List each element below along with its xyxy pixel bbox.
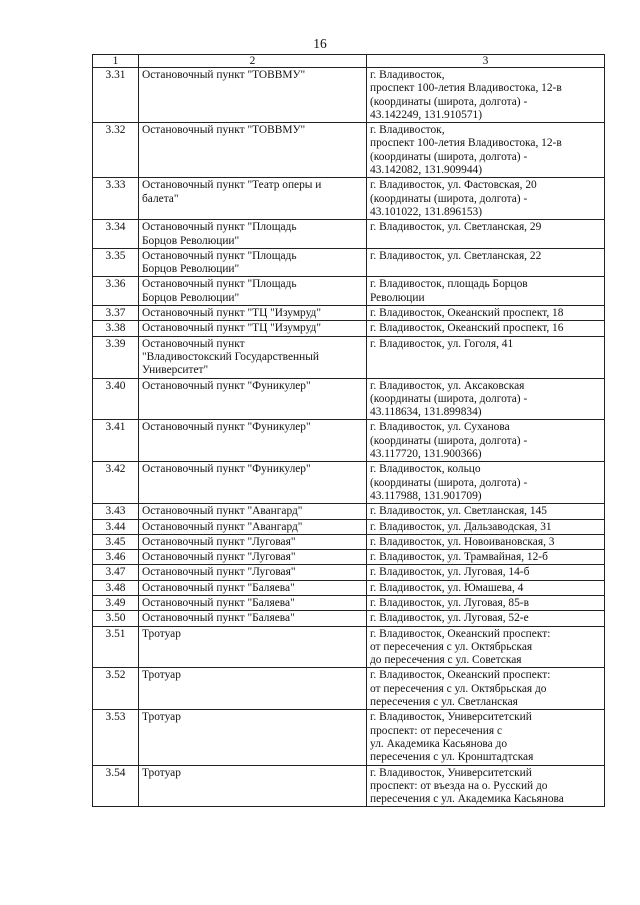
address-line: проспект 100-летия Владивостока, 12-в bbox=[370, 82, 562, 95]
object-name-cell bbox=[139, 277, 367, 306]
object-name-cell bbox=[139, 68, 367, 123]
object-name-cell bbox=[139, 550, 367, 565]
address-line: г. Владивосток, ул. Аксаковская bbox=[370, 379, 525, 392]
object-name-line: Борцов Революции" bbox=[142, 263, 240, 276]
table-row bbox=[93, 504, 605, 519]
table-row bbox=[93, 668, 605, 710]
address-cell bbox=[367, 248, 605, 277]
address-line: г. Владивосток, ул. Светланская, 29 bbox=[370, 221, 542, 234]
row-number: 3.41 bbox=[93, 420, 139, 462]
row-number: 3.46 bbox=[93, 550, 139, 565]
table-body bbox=[93, 68, 605, 807]
address-cell bbox=[367, 765, 605, 807]
address-line: г. Владивосток, ул. Гоголя, 41 bbox=[370, 337, 514, 350]
object-name-cell bbox=[139, 595, 367, 610]
address-cell bbox=[367, 565, 605, 580]
address-cell bbox=[367, 378, 605, 420]
table-row bbox=[93, 611, 605, 626]
address-cell bbox=[367, 277, 605, 306]
object-name-line: Остановочный пункт "Баляева" bbox=[142, 596, 295, 609]
object-name-cell bbox=[139, 248, 367, 277]
row-number: 3.49 bbox=[93, 595, 139, 610]
object-name-line: Тротуар bbox=[142, 711, 181, 724]
row-number: 3.45 bbox=[93, 534, 139, 549]
object-name-line: Остановочный пункт "Баляева" bbox=[142, 612, 295, 625]
address-line: пересечения с ул. Светланская bbox=[370, 696, 518, 709]
table-row bbox=[93, 248, 605, 277]
object-name-line: Остановочный пункт "Фуникулер" bbox=[142, 379, 311, 392]
table-row bbox=[93, 336, 605, 378]
address-line: г. Владивосток, Университетский bbox=[370, 711, 532, 724]
row-number: 3.47 bbox=[93, 565, 139, 580]
column-header: 2 bbox=[139, 55, 367, 68]
address-line: 43.101022, 131.896153) bbox=[370, 205, 483, 218]
table-header-row bbox=[93, 55, 605, 68]
column-header: 3 bbox=[367, 55, 605, 68]
row-number: 3.39 bbox=[93, 336, 139, 378]
address-line: г. Владивосток, кольцо bbox=[370, 463, 481, 476]
address-cell bbox=[367, 68, 605, 123]
address-line: г. Владивосток, площадь Борцов bbox=[370, 278, 528, 291]
table-row bbox=[93, 277, 605, 306]
address-line: г. Владивосток, ул. Луговая, 85-в bbox=[370, 596, 529, 609]
object-name-line: Тротуар bbox=[142, 766, 181, 779]
address-cell bbox=[367, 626, 605, 668]
object-name-line: Остановочный пункт "Авангард" bbox=[142, 520, 303, 533]
address-line: г. Владивосток, ул. Светланская, 145 bbox=[370, 505, 547, 518]
object-name-line: Остановочный пункт "Луговая" bbox=[142, 551, 296, 564]
address-line: Революции bbox=[370, 291, 425, 304]
object-name-cell bbox=[139, 519, 367, 534]
address-line: 43.117720, 131.900366) bbox=[370, 448, 482, 461]
address-line: проспект: от въезда на о. Русский до bbox=[370, 779, 548, 792]
table-row bbox=[93, 378, 605, 420]
object-name-line: "Владивостокский Государственный bbox=[142, 350, 319, 363]
row-number: 3.51 bbox=[93, 626, 139, 668]
table-row bbox=[93, 321, 605, 336]
object-name-cell bbox=[139, 378, 367, 420]
table-row bbox=[93, 462, 605, 504]
address-cell bbox=[367, 504, 605, 519]
object-name-cell bbox=[139, 534, 367, 549]
table-row bbox=[93, 220, 605, 249]
object-name-cell bbox=[139, 336, 367, 378]
table-row bbox=[93, 178, 605, 220]
address-line: г. Владивосток, ул. Трамвайная, 12-б bbox=[370, 551, 548, 564]
row-number: 3.36 bbox=[93, 277, 139, 306]
address-cell bbox=[367, 611, 605, 626]
object-name-cell bbox=[139, 765, 367, 807]
object-name-cell bbox=[139, 565, 367, 580]
address-line: от пересечения с ул. Октябрьская до bbox=[370, 682, 547, 695]
table-row bbox=[93, 565, 605, 580]
object-name-cell bbox=[139, 420, 367, 462]
object-name-cell bbox=[139, 710, 367, 765]
address-cell bbox=[367, 710, 605, 765]
object-name-line: Остановочный пункт "Площадь bbox=[142, 278, 297, 291]
table-row bbox=[93, 68, 605, 123]
address-line: (координаты (широта, долгота) - bbox=[370, 392, 528, 405]
object-name-cell bbox=[139, 321, 367, 336]
object-name-line: Остановочный пункт "Фуникулер" bbox=[142, 463, 311, 476]
address-line: г. Владивосток, Университетский bbox=[370, 766, 532, 779]
object-name-line: Остановочный пункт bbox=[142, 337, 245, 350]
column-header: 1 bbox=[93, 55, 139, 68]
address-line: проспект 100-летия Владивостока, 12-в bbox=[370, 137, 562, 150]
object-name-line: Университет" bbox=[142, 364, 209, 377]
address-cell bbox=[367, 336, 605, 378]
address-cell bbox=[367, 321, 605, 336]
address-line: г. Владивосток, ул. Луговая, 14-б bbox=[370, 566, 530, 579]
address-line: г. Владивосток, Океанский проспект: bbox=[370, 669, 551, 682]
address-cell bbox=[367, 420, 605, 462]
table-row bbox=[93, 420, 605, 462]
address-cell bbox=[367, 178, 605, 220]
address-cell bbox=[367, 534, 605, 549]
object-name-line: Борцов Революции" bbox=[142, 234, 240, 247]
row-number: 3.34 bbox=[93, 220, 139, 249]
table-row bbox=[93, 765, 605, 807]
address-line: г. Владивосток, ул. Новоивановская, 3 bbox=[370, 535, 555, 548]
address-cell bbox=[367, 306, 605, 321]
address-line: г. Владивосток, bbox=[370, 124, 445, 137]
row-number: 3.53 bbox=[93, 710, 139, 765]
address-line: г. Владивосток, ул. Светланская, 22 bbox=[370, 249, 542, 262]
document-table bbox=[92, 54, 605, 807]
table-row bbox=[93, 626, 605, 668]
row-number: 3.54 bbox=[93, 765, 139, 807]
object-name-line: балета" bbox=[142, 192, 179, 205]
address-line: г. Владивосток, Океанский проспект: bbox=[370, 627, 551, 640]
address-line: от пересечения с ул. Октябрьская bbox=[370, 640, 533, 653]
address-line: пересечения с ул. Академика Касьянова bbox=[370, 793, 564, 806]
address-cell bbox=[367, 462, 605, 504]
address-line: (координаты (широта, долгота) - bbox=[370, 476, 528, 489]
row-number: 3.52 bbox=[93, 668, 139, 710]
row-number: 3.32 bbox=[93, 123, 139, 178]
address-line: г. Владивосток, Океанский проспект, 18 bbox=[370, 307, 564, 320]
address-cell bbox=[367, 550, 605, 565]
row-number: 3.37 bbox=[93, 306, 139, 321]
object-name-line: Тротуар bbox=[142, 669, 181, 682]
object-name-cell bbox=[139, 668, 367, 710]
row-number: 3.50 bbox=[93, 611, 139, 626]
address-line: г. Владивосток, ул. Луговая, 52-е bbox=[370, 612, 529, 625]
address-line: пересечения с ул. Кронштадтская bbox=[370, 751, 534, 764]
table-row bbox=[93, 534, 605, 549]
address-cell bbox=[367, 123, 605, 178]
row-number: 3.35 bbox=[93, 248, 139, 277]
row-number: 3.44 bbox=[93, 519, 139, 534]
object-name-cell bbox=[139, 626, 367, 668]
object-name-line: Остановочный пункт "Авангард" bbox=[142, 505, 303, 518]
address-line: г. Владивосток, ул. Дальзаводская, 31 bbox=[370, 520, 552, 533]
address-line: ул. Академика Касьянова до bbox=[370, 737, 508, 750]
table-row bbox=[93, 595, 605, 610]
address-line: 43.142249, 131.910571) bbox=[370, 108, 483, 121]
object-name-line: Тротуар bbox=[142, 627, 181, 640]
object-name-line: Остановочный пункт "Театр оперы и bbox=[142, 179, 322, 192]
object-name-cell bbox=[139, 123, 367, 178]
row-number: 3.48 bbox=[93, 580, 139, 595]
address-line: (координаты (широта, долгота) - bbox=[370, 150, 528, 163]
row-number: 3.43 bbox=[93, 504, 139, 519]
table-row bbox=[93, 580, 605, 595]
object-name-line: Остановочный пункт "Баляева" bbox=[142, 581, 295, 594]
address-cell bbox=[367, 220, 605, 249]
address-cell bbox=[367, 580, 605, 595]
address-line: г. Владивосток, Океанский проспект, 16 bbox=[370, 322, 564, 335]
address-line: (координаты (широта, долгота) - bbox=[370, 192, 528, 205]
address-line: (координаты (широта, долгота) - bbox=[370, 434, 528, 447]
table-row bbox=[93, 710, 605, 765]
address-line: до пересечения с ул. Советская bbox=[370, 654, 522, 667]
object-name-cell bbox=[139, 220, 367, 249]
table-row bbox=[93, 550, 605, 565]
address-line: г. Владивосток, ул. Юмашева, 4 bbox=[370, 581, 524, 594]
object-name-line: Остановочный пункт "ТЦ "Изумруд" bbox=[142, 307, 322, 320]
address-line: (координаты (широта, долгота) - bbox=[370, 95, 528, 108]
table-row bbox=[93, 306, 605, 321]
address-cell bbox=[367, 519, 605, 534]
table-row bbox=[93, 123, 605, 178]
address-cell bbox=[367, 595, 605, 610]
address-line: г. Владивосток, bbox=[370, 69, 445, 81]
object-name-cell bbox=[139, 462, 367, 504]
object-name-cell bbox=[139, 504, 367, 519]
object-name-cell bbox=[139, 178, 367, 220]
object-name-line: Остановочный пункт "ТЦ "Изумруд" bbox=[142, 322, 322, 335]
address-line: г. Владивосток, ул. Фастовская, 20 bbox=[370, 179, 537, 192]
object-name-line: Остановочный пункт "ТОВВМУ" bbox=[142, 69, 306, 81]
object-name-line: Остановочный пункт "Луговая" bbox=[142, 535, 296, 548]
object-name-line: Остановочный пункт "Луговая" bbox=[142, 566, 296, 579]
object-name-line: Остановочный пункт "Фуникулер" bbox=[142, 421, 311, 434]
address-line: г. Владивосток, ул. Суханова bbox=[370, 421, 510, 434]
object-name-cell bbox=[139, 580, 367, 595]
object-name-line: Остановочный пункт "ТОВВМУ" bbox=[142, 124, 306, 137]
row-number: 3.40 bbox=[93, 378, 139, 420]
object-name-cell bbox=[139, 306, 367, 321]
address-line: 43.118634, 131.899834) bbox=[370, 406, 482, 419]
row-number: 3.31 bbox=[93, 68, 139, 123]
address-cell bbox=[367, 668, 605, 710]
object-name-line: Остановочный пункт "Площадь bbox=[142, 249, 297, 262]
object-name-line: Остановочный пункт "Площадь bbox=[142, 221, 297, 234]
row-number: 3.42 bbox=[93, 462, 139, 504]
address-line: проспект: от пересечения с bbox=[370, 724, 502, 737]
table-row bbox=[93, 519, 605, 534]
object-name-line: Борцов Революции" bbox=[142, 291, 240, 304]
row-number: 3.38 bbox=[93, 321, 139, 336]
row-number: 3.33 bbox=[93, 178, 139, 220]
address-line: 43.117988, 131.901709) bbox=[370, 489, 482, 502]
object-name-cell bbox=[139, 611, 367, 626]
page-number: 16 bbox=[313, 36, 327, 51]
address-line: 43.142082, 131.909944) bbox=[370, 164, 483, 177]
